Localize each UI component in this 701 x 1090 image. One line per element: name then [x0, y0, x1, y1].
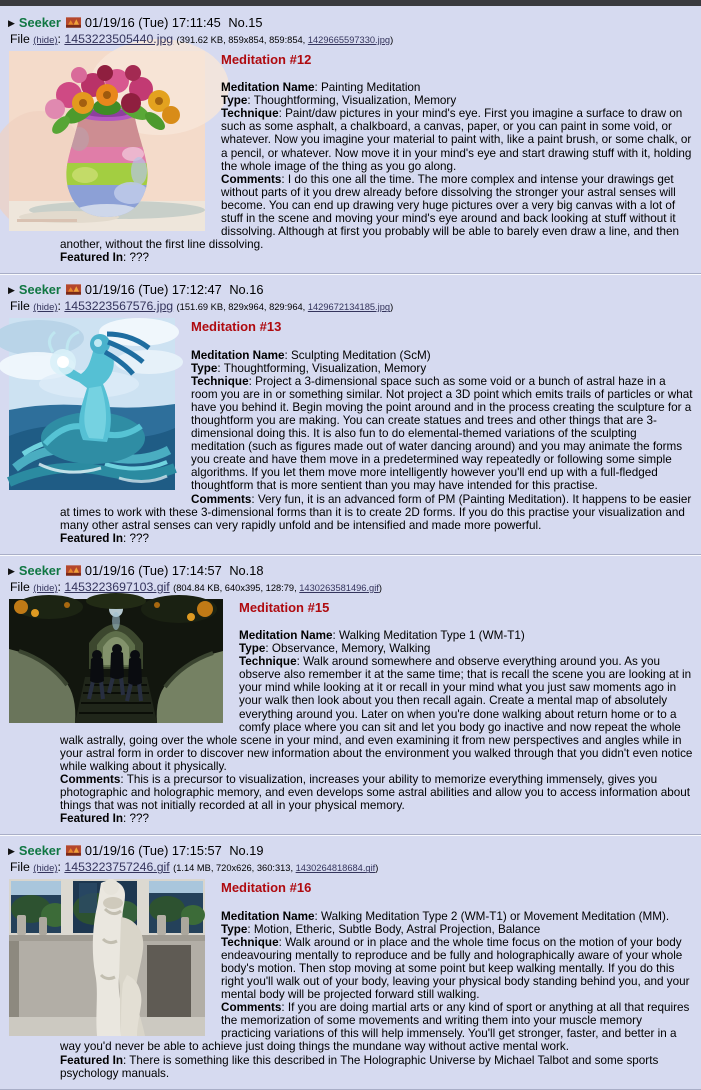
field-featured-in — [60, 251, 693, 264]
field-text: : This is a precursor to visualization, increases your ability to memorize everything immensely, gives you photographic and holographic memory, and even develops some astral abilities and allow you to access information about things that was not initially recorded at all in your physical memory. — [60, 773, 690, 813]
post-thumbnail-flower-vase[interactable] — [9, 51, 205, 231]
post-thumbnail-dark-stairs[interactable] — [9, 599, 223, 723]
post-16 — [0, 278, 701, 549]
thread-posts — [0, 6, 701, 1090]
flag-icon — [66, 17, 81, 28]
flag-icon — [66, 565, 81, 576]
post-datetime: 01/19/16 (Tue) 17:15:57 — [84, 843, 222, 859]
field-label: Featured In — [60, 1053, 123, 1067]
file-name-link[interactable]: 1453223567576.jpg — [64, 299, 174, 314]
field-label: Comments — [191, 492, 252, 506]
post-collapse-arrow-icon[interactable]: ▶ — [8, 846, 15, 857]
file-meta — [173, 863, 378, 873]
field-text: : Thoughtforming, Visualization, Memory — [217, 361, 427, 375]
post-subject: Meditation #13 — [191, 319, 282, 335]
field-featured-in — [60, 1054, 693, 1080]
post-number-link[interactable]: No.19 — [229, 843, 264, 859]
field-text: : Walk around or in place and the whole time focus on the motion of your body endeavouring mentally to reproduce and be fully and holographically aware of your whole body's motion. Then stop moving at some point but keep walking mentally. If you do this right you'll walk out of your body, leaving your physical body standing behind you, and your mental body will be projected forward still walking. — [221, 935, 690, 1002]
post-collapse-arrow-icon[interactable]: ▶ — [8, 285, 15, 296]
post-header — [8, 13, 695, 31]
file-info-line — [10, 299, 695, 313]
poster-name: Seeker — [18, 562, 61, 578]
hide-file-link[interactable]: (hide) — [33, 863, 58, 875]
field-text: : Painting Meditation — [314, 81, 421, 95]
dark-stairs-hooded-figures-image — [9, 599, 223, 723]
field-label: Featured In — [60, 812, 123, 826]
post-thumbnail-water-spirit[interactable] — [9, 318, 175, 490]
post-header — [8, 561, 695, 579]
field-text: : Very fun, it is an advanced form of PM (Painting Meditation). It happens to be easier at times to work with these 3-dimensional forms than it is to create 2D forms. If you do this practise your visualization and many other astral senses can very rapidly unfold and be intensified and made more powerful. — [60, 492, 692, 532]
water-spirit-painting-image — [9, 318, 175, 490]
flower-vase-painting-image — [9, 51, 205, 231]
post-subject: Meditation #15 — [239, 599, 330, 615]
post-19 — [0, 839, 701, 1083]
hide-file-link[interactable]: (hide) — [33, 35, 58, 46]
file-meta-text: (391.62 KB, 859x854, 859:854, — [176, 35, 308, 45]
field-text: : If you are doing martial arts or any kind of sport or anything at all that requires the memorization of some movements and writing them into your muscle memory practicing variations of this will help immensely. You'll get stronger, faster, and better in a way you'd never be able to achieve just doing things the mundane way without active mental work. — [60, 1001, 690, 1054]
field-text: : Observance, Memory, Walking — [265, 642, 431, 656]
field-text: : ??? — [123, 531, 149, 545]
field-label: Type — [191, 361, 218, 375]
field-text: : Walk around somewhere and observe everything around you. As you observe also remember it at the same time; that is recall the scene you are looking at in your mind while looking at it or recall in your mind what you just saw moments ago in your walk then look about you then recall again. Create a mental map of absolutely everything around you. Later on when you're done walking about return home or to a comfy place where you can sit and let you body go inactive and now repeat the whole walk astrally, going over the whole scene in your mind, and even examining it from new perspectives and angles while in your astral form in order to discover new information about the environment you walked through that you didn't even notice while walking about it physically. — [60, 655, 693, 773]
post-number-link[interactable]: No.16 — [229, 282, 264, 298]
field-text: : Project a 3-dimensional space such as some void or a bunch of astral haze in a room you are in or something similar. Not project a 3D point which emits trails of particles or what have you behind it. Begin moving the point around and in the process creating the sculpture for a thoughtform you are making. You can create statues and trees and other things that are 3-dimensional doing this. It is also fun to do elemental-themed variations of the sculpting meditation (such as figures made out of water dancing around) and you may animate the forms you create and have them move in a predetermined way repeatedly or following some simple algorithms. If you let them move more intelligently however you'll end up with a full-fledged thoughtform that is more sentient than you may have intended for this practise. — [191, 374, 693, 493]
field-label: Type — [221, 94, 248, 108]
file-source-link[interactable]: 1429672134185.jpg — [307, 302, 391, 313]
post-15 — [0, 11, 701, 268]
post-number-link[interactable]: No.15 — [228, 15, 263, 30]
field-label: Comments — [221, 1001, 282, 1015]
file-meta-close: ) — [378, 582, 382, 593]
file-source-link[interactable]: 1429665597330.jpg — [307, 35, 391, 45]
file-name-link[interactable]: 1453223757246.gif — [64, 860, 170, 875]
post-body — [8, 48, 695, 264]
field-text: : Motion, Etheric, Subtle Body, Astral Projection, Balance — [247, 922, 541, 936]
hide-file-link[interactable]: (hide) — [33, 582, 58, 594]
field-featured-in — [60, 532, 693, 545]
field-label: Technique — [191, 374, 249, 388]
field-text: : Walking Meditation Type 2 (WM-T1) or Movement Meditation (MM). — [314, 909, 670, 923]
field-comments — [60, 773, 693, 812]
file-info-line — [10, 32, 695, 46]
colon: : — [57, 860, 65, 875]
post-18 — [0, 559, 701, 830]
colon: : — [57, 299, 65, 314]
post-subject: Meditation #16 — [221, 880, 312, 896]
file-name-link[interactable]: 1453223697103.gif — [64, 579, 170, 594]
field-comments — [60, 493, 693, 532]
field-text: : I do this one all the time. The more complex and intense your drawings get without parts of it you drew already before dissolving the stronger your astral senses will become. You can end up drawing very huge pictures over a very big canvas with a lot of stuff in the scene and moving your mind's eye around and back looking at stuff without it dissolving. Although at first you probably will be able to barely even draw a line, and then another, without the first line dissolving. — [60, 172, 680, 252]
post-separator — [0, 273, 701, 274]
file-label: File — [10, 32, 30, 46]
flag-icon — [66, 284, 81, 295]
field-label: Featured In — [60, 531, 123, 545]
field-label: Technique — [221, 107, 279, 121]
poster-name: Seeker — [18, 15, 61, 30]
file-meta — [177, 302, 394, 312]
file-meta-close: ) — [390, 302, 394, 313]
field-featured-in — [60, 812, 693, 825]
field-text: : Sculpting Meditation (ScM) — [284, 348, 431, 362]
post-datetime: 01/19/16 (Tue) 17:11:45 — [84, 15, 221, 30]
file-info-line — [10, 860, 695, 874]
post-number-link[interactable]: No.18 — [229, 562, 264, 578]
file-label: File — [10, 579, 30, 594]
file-meta-close: ) — [390, 35, 394, 45]
field-label: Meditation Name — [221, 909, 315, 923]
post-body — [8, 876, 695, 1079]
post-thumbnail-marble-statue[interactable] — [9, 879, 205, 1036]
field-label: Meditation Name — [221, 81, 315, 95]
file-meta-text: (1.14 MB, 720x626, 360:313, — [173, 863, 296, 874]
field-label: Meditation Name — [191, 348, 285, 362]
file-label: File — [10, 860, 30, 875]
file-source-link[interactable]: 1430264818684.gif — [295, 863, 376, 874]
field-label: Technique — [239, 655, 297, 669]
colon: : — [57, 579, 65, 594]
post-header — [8, 280, 695, 298]
file-meta — [173, 583, 382, 593]
file-name-link[interactable]: 1453223505440.jpg — [64, 32, 174, 46]
field-text: : ??? — [123, 251, 149, 265]
file-meta-text: (804.84 KB, 640x395, 128:79, — [173, 582, 300, 593]
poster-name: Seeker — [18, 843, 61, 859]
flag-icon — [66, 845, 81, 856]
field-label: Featured In — [60, 251, 123, 265]
file-label: File — [10, 299, 30, 314]
hide-file-link[interactable]: (hide) — [33, 302, 58, 314]
field-label: Type — [221, 922, 248, 936]
post-separator — [0, 554, 701, 555]
file-meta-close: ) — [375, 863, 379, 874]
file-source-link[interactable]: 1430263581496.gif — [299, 582, 379, 593]
post-separator — [0, 834, 701, 835]
poster-name: Seeker — [18, 282, 61, 298]
post-datetime: 01/19/16 (Tue) 17:14:57 — [84, 562, 222, 578]
marble-statue-gallery-image — [9, 879, 205, 1036]
post-body — [8, 315, 695, 545]
file-meta — [177, 35, 394, 45]
file-info-line — [10, 580, 695, 594]
colon: : — [57, 32, 65, 46]
field-label: Meditation Name — [239, 629, 333, 642]
field-text: : Walking Meditation Type 1 (WM-T1) — [332, 629, 525, 642]
post-header — [8, 841, 695, 859]
post-collapse-arrow-icon[interactable]: ▶ — [8, 18, 15, 28]
post-datetime: 01/19/16 (Tue) 17:12:47 — [84, 282, 222, 298]
field-label: Technique — [221, 935, 279, 949]
field-label: Comments — [221, 172, 282, 186]
field-text: : There is something like this described in The Holographic Universe by Michael Talbot and some sports psychology manuals. — [60, 1053, 659, 1080]
file-meta-text: (151.69 KB, 829x964, 829:964, — [176, 302, 308, 313]
post-body — [8, 596, 695, 826]
post-subject: Meditation #12 — [221, 52, 312, 67]
field-label: Type — [239, 642, 266, 656]
field-text: : Paint/daw pictures in your mind's eye. First you imagine a surface to draw on such as some asphalt, a chalkboard, a canvas, paper, or you can paint in some void, or whatever. Now you imagine your material to paint with, like a paint brush, or some chalk, or a pencil, or whatever. Now move it in your mind's eye and start drawing stuff with it, holding the whole image of the thing as you go along. — [221, 107, 692, 173]
field-text: : ??? — [123, 812, 149, 826]
post-collapse-arrow-icon[interactable]: ▶ — [8, 565, 15, 576]
field-label: Comments — [60, 773, 121, 787]
field-text: : Thoughtforming, Visualization, Memory — [247, 94, 457, 108]
